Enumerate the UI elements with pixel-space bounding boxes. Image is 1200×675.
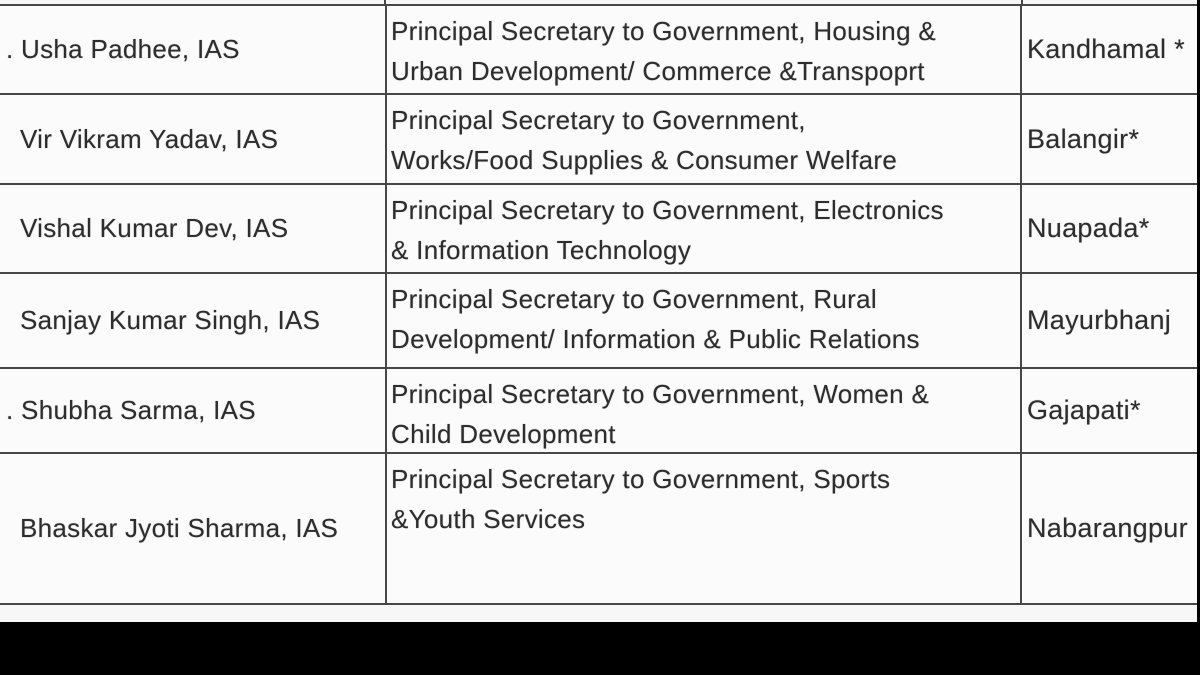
designation-cell: [385, 454, 1022, 603]
district-name: Gajapati*: [1027, 395, 1141, 425]
designation-line: Principal Secretary to Government, Rural: [391, 284, 877, 314]
designation-line: Principal Secretary to Government, Women &: [391, 379, 930, 409]
designation-cell: [385, 95, 1022, 183]
table-row: [0, 185, 1197, 274]
officer-name: Vishal Kumar Dev, IAS: [20, 213, 289, 243]
table-row: [0, 6, 1197, 95]
district-name: Nuapada*: [1027, 213, 1150, 243]
district-cell: [1022, 95, 1197, 183]
designation-line: Development/ Information & Public Relations: [391, 324, 920, 354]
district-name: Balangir*: [1027, 123, 1140, 154]
designation-line: Principal Secretary to Government, Housing &: [391, 16, 936, 46]
officer-name: . Usha Padhee, IAS: [6, 34, 240, 64]
table-row: [0, 274, 1197, 369]
designation-line: Child Development: [391, 419, 616, 449]
designation-cell: [385, 274, 1022, 367]
district-name: Nabarangpur: [1027, 513, 1188, 543]
table-row: [0, 369, 1197, 454]
designation-cell: [385, 369, 1022, 452]
designation-line: Urban Development/ Commerce &Transpoprt: [391, 56, 925, 86]
district-name: Mayurbhanj: [1027, 305, 1172, 335]
officer-name: Bhaskar Jyoti Sharma, IAS: [20, 513, 339, 543]
district-cell: [1022, 274, 1197, 367]
designation-cell: [385, 185, 1022, 272]
designation-line: &Youth Services: [391, 504, 586, 534]
designation-line: Principal Secretary to Government,: [391, 105, 806, 135]
table-row: [0, 95, 1197, 185]
designation-line: & Information Technology: [391, 235, 692, 265]
district-cell: [1022, 454, 1197, 603]
designation-line: Principal Secretary to Government, Electronics: [391, 195, 944, 225]
district-cell: [1022, 6, 1197, 93]
officer-name-cell: [0, 95, 385, 183]
officer-name-cell: [0, 274, 385, 367]
district-name: Kandhamal *: [1027, 34, 1185, 64]
officer-name-cell: [0, 454, 385, 603]
officer-name-cell: [0, 6, 385, 93]
designation-line: Principal Secretary to Government, Sports: [391, 464, 891, 494]
district-cell: [1022, 369, 1197, 452]
designation-line: Works/Food Supplies & Consumer Welfare: [391, 145, 898, 175]
officer-name: Vir Vikram Yadav, IAS: [20, 123, 279, 154]
officer-name: Sanjay Kumar Singh, IAS: [20, 305, 321, 335]
officers-table: [0, 4, 1197, 605]
designation-cell: [385, 6, 1022, 93]
officer-name-cell: [0, 369, 385, 452]
table-row: [0, 454, 1197, 605]
officer-name-cell: [0, 185, 385, 272]
district-cell: [1022, 185, 1197, 272]
officer-name: . Shubha Sarma, IAS: [6, 395, 256, 425]
